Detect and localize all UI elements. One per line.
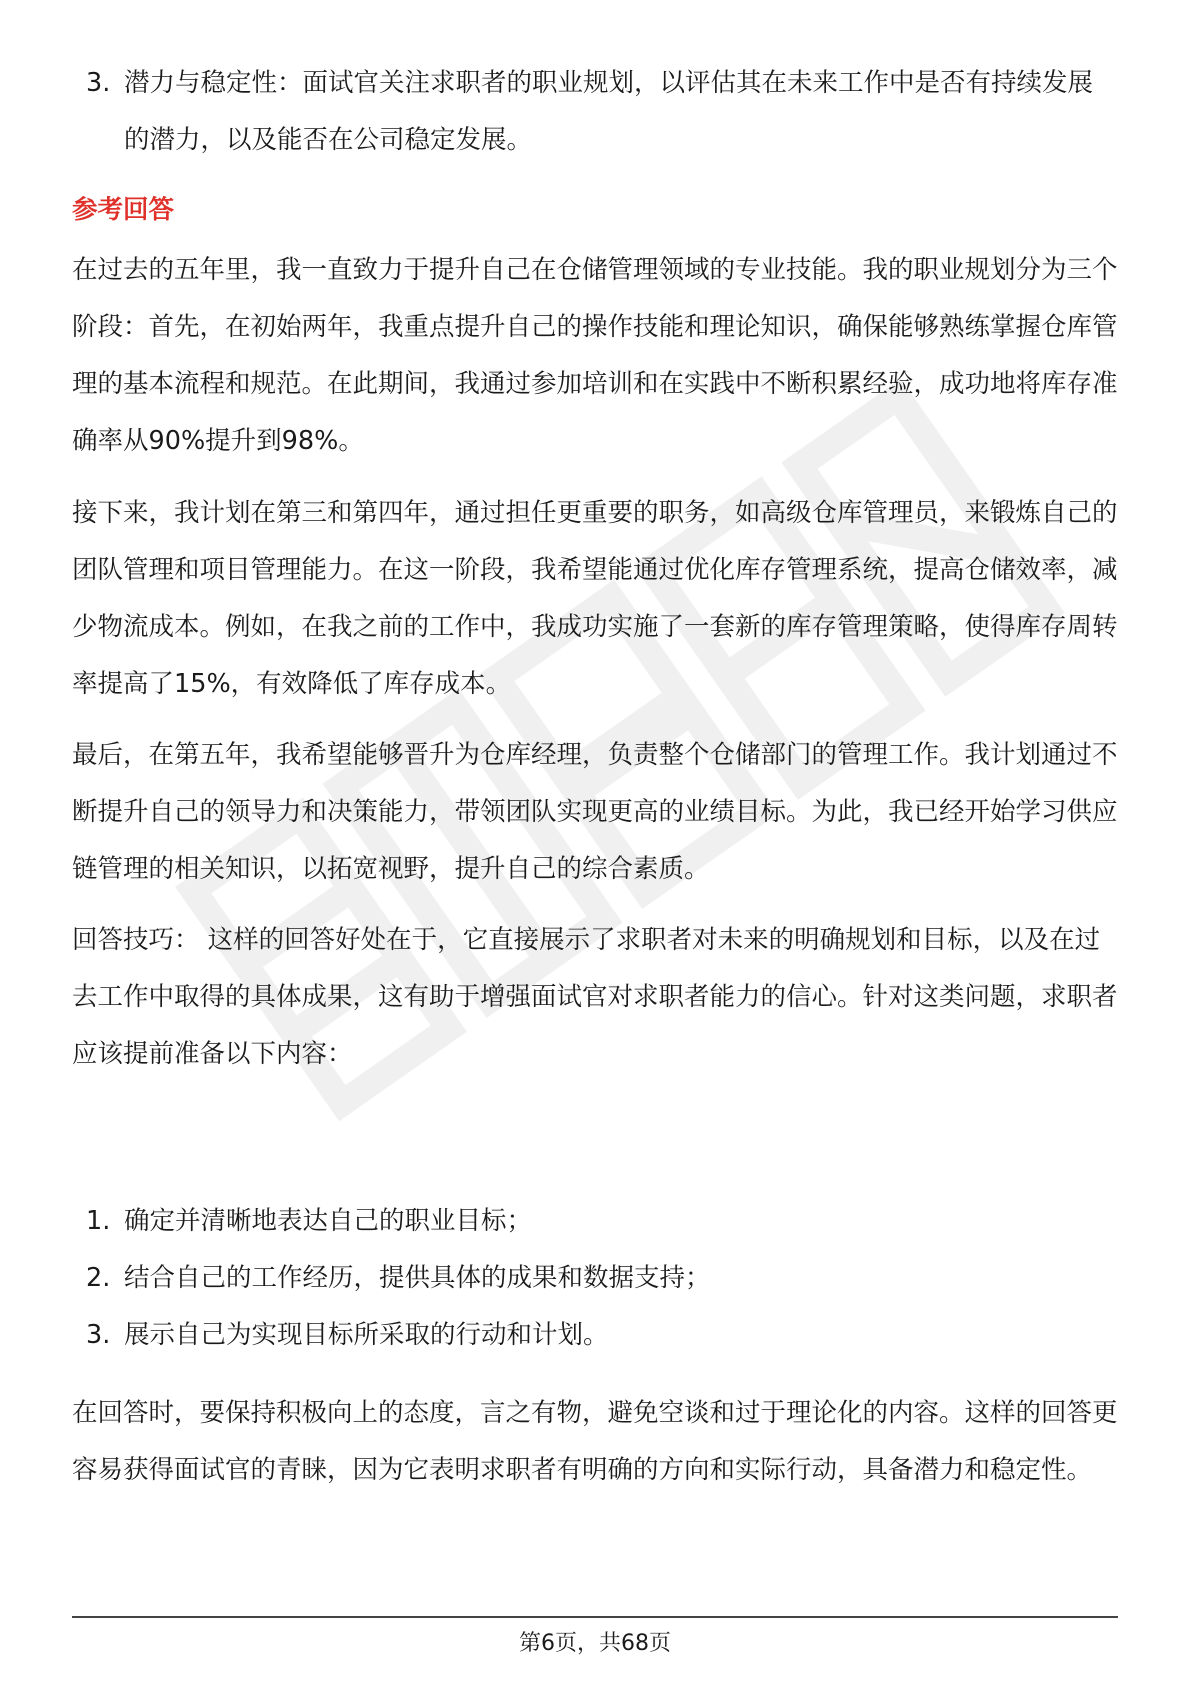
footer-divider bbox=[72, 1616, 1118, 1618]
answer-paragraph-1: 在过去的五年里，我一直致力于提升自己在仓储管理领域的专业技能。我的职业规划分为三个阶段：首先，在初始两年，我重点提升自己的操作技能和理论知识，确保能够熟练掌握仓库管理的基本流程和规范。在此期间，我通过参加培训和在实践中不断积累经验，成功地将库存准确率从90%提升到98%。 bbox=[72, 255, 1118, 456]
page-footer: 第6页，共68页 bbox=[519, 1631, 671, 1656]
list-item-text: 结合自己的工作经历，提供具体的成果和数据支持； bbox=[124, 1263, 711, 1293]
list-item-text: 展示自己为实现目标所采取的行动和计划。 bbox=[124, 1320, 609, 1350]
answer-paragraph-2: 接下来，我计划在第三和第四年，通过担任更重要的职务，如高级仓库管理员，来锻炼自己的团队管理和项目管理能力。在这一阶段，我希望能通过优化库存管理系统，提高仓储效率，减少物流成本。例如，在我之前的工作中，我成功实施了一套新的库存管理策略，使得库存周转率提高了15%，有效降低了库存成本。 bbox=[72, 498, 1118, 699]
list-item bbox=[72, 1307, 1118, 1364]
list-item-number: 2. bbox=[86, 1263, 111, 1293]
list-item-text: 潜力与稳定性：面试官关注求职者的职业规划，以评估其在未来工作中是否有持续发展的潜力，以及能否在公司稳定发展。 bbox=[124, 68, 1094, 155]
list-item-number: 1. bbox=[86, 1206, 111, 1236]
list-item-text: 确定并清晰地表达自己的职业目标； bbox=[124, 1206, 533, 1236]
list-item-number: 3. bbox=[86, 68, 111, 98]
answer-paragraph-3: 最后，在第五年，我希望能够晋升为仓库经理，负责整个仓储部门的管理工作。我计划通过不断提升自己的领导力和决策能力，带领团队实现更高的业绩目标。为此，我已经开始学习供应链管理的相关知识，以拓宽视野，提升自己的综合素质。 bbox=[72, 740, 1118, 884]
tips-paragraph: 回答技巧： 这样的回答好处在于，它直接展示了求职者对未来的明确规划和目标，以及在过去工作中取得的具体成果，这有助于增强面试官对求职者能力的信心。针对这类问题，求职者应该提前准备以下内容： bbox=[72, 925, 1118, 1069]
tips-list bbox=[72, 1193, 1118, 1364]
list-item bbox=[72, 1193, 1118, 1250]
list-item-number: 3. bbox=[86, 1320, 111, 1350]
section-heading: 参考回答 bbox=[72, 195, 175, 225]
list-item bbox=[72, 55, 1118, 169]
closing-paragraph: 在回答时，要保持积极向上的态度，言之有物，避免空谈和过于理论化的内容。这样的回答更容易获得面试官的青睐，因为它表明求职者有明确的方向和实际行动，具备潜力和稳定性。 bbox=[72, 1398, 1118, 1485]
list-item bbox=[72, 1250, 1118, 1307]
